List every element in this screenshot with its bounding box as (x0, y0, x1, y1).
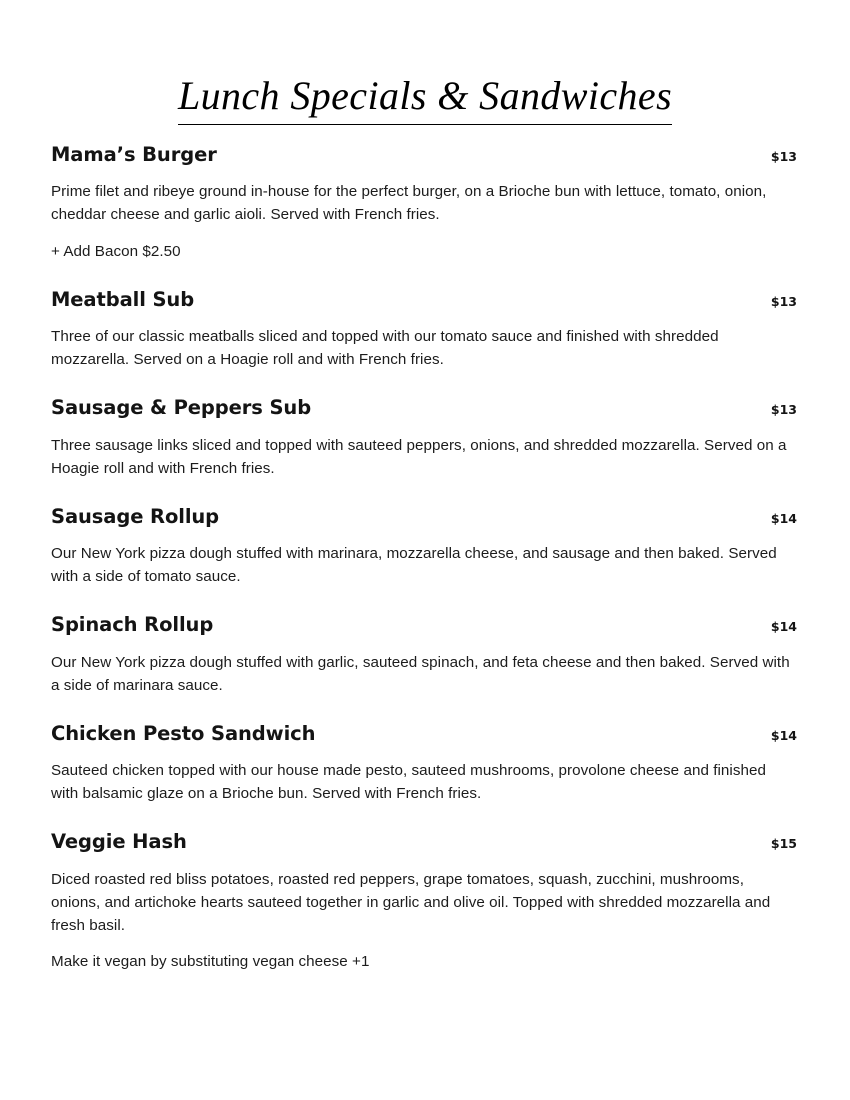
menu-item-note: Make it vegan by substituting vegan cheese +1 (51, 953, 370, 971)
menu-item-name: Chicken Pesto Sandwich (51, 721, 316, 745)
menu-item-header (51, 613, 797, 637)
menu-item-list (51, 143, 797, 973)
menu-header (0, 0, 850, 152)
menu-item-name: Sausage Rollup (51, 504, 220, 528)
menu-item-price: $15 (770, 836, 797, 852)
menu-item (51, 505, 797, 589)
menu-item (51, 830, 797, 973)
menu-item-price: $13 (770, 149, 797, 164)
menu-item (51, 722, 797, 806)
menu-item-price: $14 (770, 510, 797, 526)
menu-item-description: Our New York pizza dough stuffed with garlic, sauteed spinach, and feta cheese and then baked. Served with a side of marinara sauce. (51, 653, 790, 694)
menu-item-description: Prime filet and ribeye ground in-house for the perfect burger, on a Brioche bun with lettuce, tomato, onion, cheddar cheese and garlic aioli. Served with French fries. (51, 183, 767, 224)
menu-item-header (51, 288, 797, 312)
menu-item-header (51, 722, 797, 746)
menu-item-description: Three of our classic meatballs sliced and topped with our tomato sauce and finished with shredded mozzarella. Served on a Hoagie roll and with French fries. (51, 328, 719, 369)
menu-item-header (51, 830, 797, 854)
menu-item-description: Our New York pizza dough stuffed with marinara, mozzarella cheese, and sausage and then baked. Served with a side of tomato sauce. (51, 545, 777, 586)
menu-item-name: Sausage & Peppers Sub (51, 396, 312, 420)
menu-item (51, 613, 797, 697)
menu-item-description: Three sausage links sliced and topped with sauteed peppers, onions, and shredded mozzarella. Served on a Hoagie roll and with French fries. (51, 436, 787, 477)
menu-item-description: Diced roasted red bliss potatoes, roasted red peppers, grape tomatoes, squash, zucchini, mushrooms, onions, and artichoke hearts sauteed together in garlic and olive oil. Topped with shredded mozzarella and fresh basil. (51, 870, 771, 935)
menu-item-note: + Add Bacon $2.50 (51, 242, 181, 260)
menu-item-price: $13 (770, 293, 797, 309)
menu-item-price: $13 (770, 402, 797, 418)
menu-item (51, 396, 797, 480)
menu-item (51, 143, 797, 263)
menu-item-name: Meatball Sub (51, 287, 195, 311)
menu-item-name: Veggie Hash (51, 830, 187, 854)
menu-item-price: $14 (770, 619, 797, 635)
page-title: Lunch Specials & Sandwiches (178, 73, 672, 125)
menu-item-description: Sauteed chicken topped with our house made pesto, sauteed mushrooms, provolone cheese and finished with balsamic glaze on a Brioche bun. Served with French fries. (51, 762, 766, 803)
menu-item-header (51, 143, 797, 167)
menu-item-header (51, 396, 797, 420)
menu-item-name: Spinach Rollup (51, 613, 214, 637)
menu-item-header (51, 505, 797, 529)
menu-item-price: $14 (770, 727, 797, 743)
menu-item-name: Mama’s Burger (51, 143, 217, 166)
menu-item (51, 288, 797, 372)
